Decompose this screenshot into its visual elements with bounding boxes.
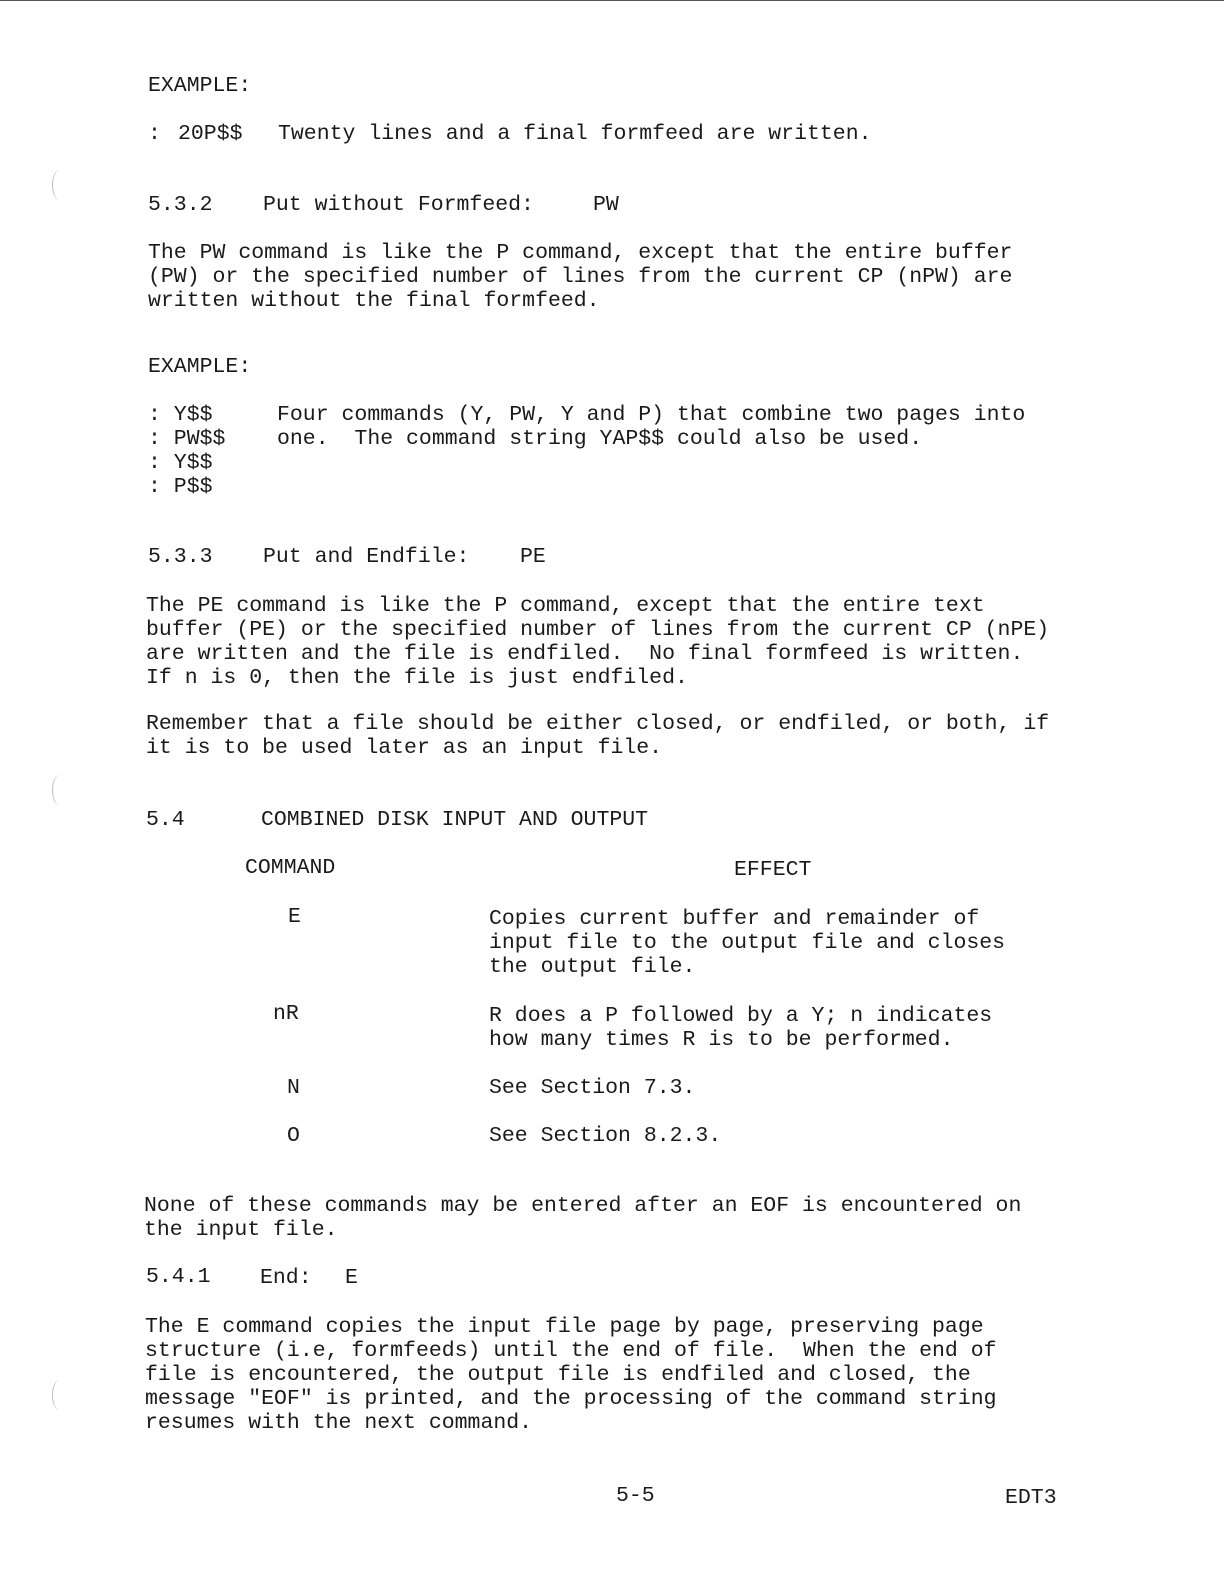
section-title: End: <box>260 1266 312 1290</box>
table-header-command: COMMAND <box>245 856 336 880</box>
example-command: 20P$$ <box>178 122 243 146</box>
section-body: The E command copies the input file page by page, preserving page structure (i.e, formfeeds) until the end of file. When the end of file is encountered, the output file is endfiled and closed, the message "EOF" is printed, and the processing of the command string resumes with the next command. <box>145 1315 997 1435</box>
table-cell-effect: See Section 8.2.3. <box>489 1124 722 1148</box>
punch-hole-mark <box>52 170 67 200</box>
table-cell-command: nR <box>273 1002 299 1026</box>
example-prompt: : <box>148 122 161 146</box>
section-title: COMBINED DISK INPUT AND OUTPUT <box>261 808 649 832</box>
section-number: 5.4 <box>146 808 185 832</box>
table-cell-command: O <box>287 1124 300 1148</box>
section-title: Put without Formfeed: <box>263 193 534 217</box>
section-note: None of these commands may be entered after an EOF is encountered on the input file. <box>144 1194 1022 1242</box>
section-title: Put and Endfile: <box>263 545 470 569</box>
table-cell-effect: R does a P followed by a Y; n indicates how many times R is to be performed. <box>489 1004 993 1052</box>
section-code: E <box>345 1266 358 1290</box>
table-header-effect: EFFECT <box>734 858 812 882</box>
section-number: 5.3.3 <box>148 545 213 569</box>
example-description: Twenty lines and a final formfeed are written. <box>278 122 872 146</box>
example-label: EXAMPLE: <box>148 355 252 379</box>
example-command-line: : PW$$ <box>148 427 226 451</box>
example-command-line: : Y$$ <box>148 403 213 427</box>
example-description: Four commands (Y, PW, Y and P) that combine two pages into one. The command string YAP$$ could also be used. <box>277 403 1026 451</box>
example-command-line: : Y$$ <box>148 451 213 475</box>
table-cell-effect: See Section 7.3. <box>489 1076 696 1100</box>
page-number: 5-5 <box>616 1484 655 1508</box>
page-top-rule <box>0 0 1224 1</box>
example-command-line: : P$$ <box>148 475 213 499</box>
punch-hole-mark <box>52 775 67 805</box>
table-cell-command: E <box>288 905 301 929</box>
section-code: PW <box>593 193 619 217</box>
section-body: The PW command is like the P command, except that the entire buffer (PW) or the specified number of lines from the current CP (nPW) are written without the final formfeed. <box>148 241 1013 313</box>
table-cell-command: N <box>287 1076 300 1100</box>
example-label: EXAMPLE: <box>148 74 252 98</box>
punch-hole-mark <box>52 1380 67 1410</box>
table-cell-effect: Copies current buffer and remainder of input file to the output file and closes the output file. <box>489 907 1006 979</box>
document-id: EDT3 <box>1005 1486 1057 1510</box>
section-body: The PE command is like the P command, except that the entire text buffer (PE) or the specified number of lines from the current CP (nPE) are written and the file is endfiled. No final formfeed is written. If n is 0, then the file is just endfiled. <box>146 594 1050 690</box>
section-number: 5.4.1 <box>146 1265 211 1289</box>
section-note: Remember that a file should be either closed, or endfiled, or both, if it is to be used later as an input file. <box>146 712 1050 760</box>
section-number: 5.3.2 <box>148 193 213 217</box>
section-code: PE <box>520 545 546 569</box>
